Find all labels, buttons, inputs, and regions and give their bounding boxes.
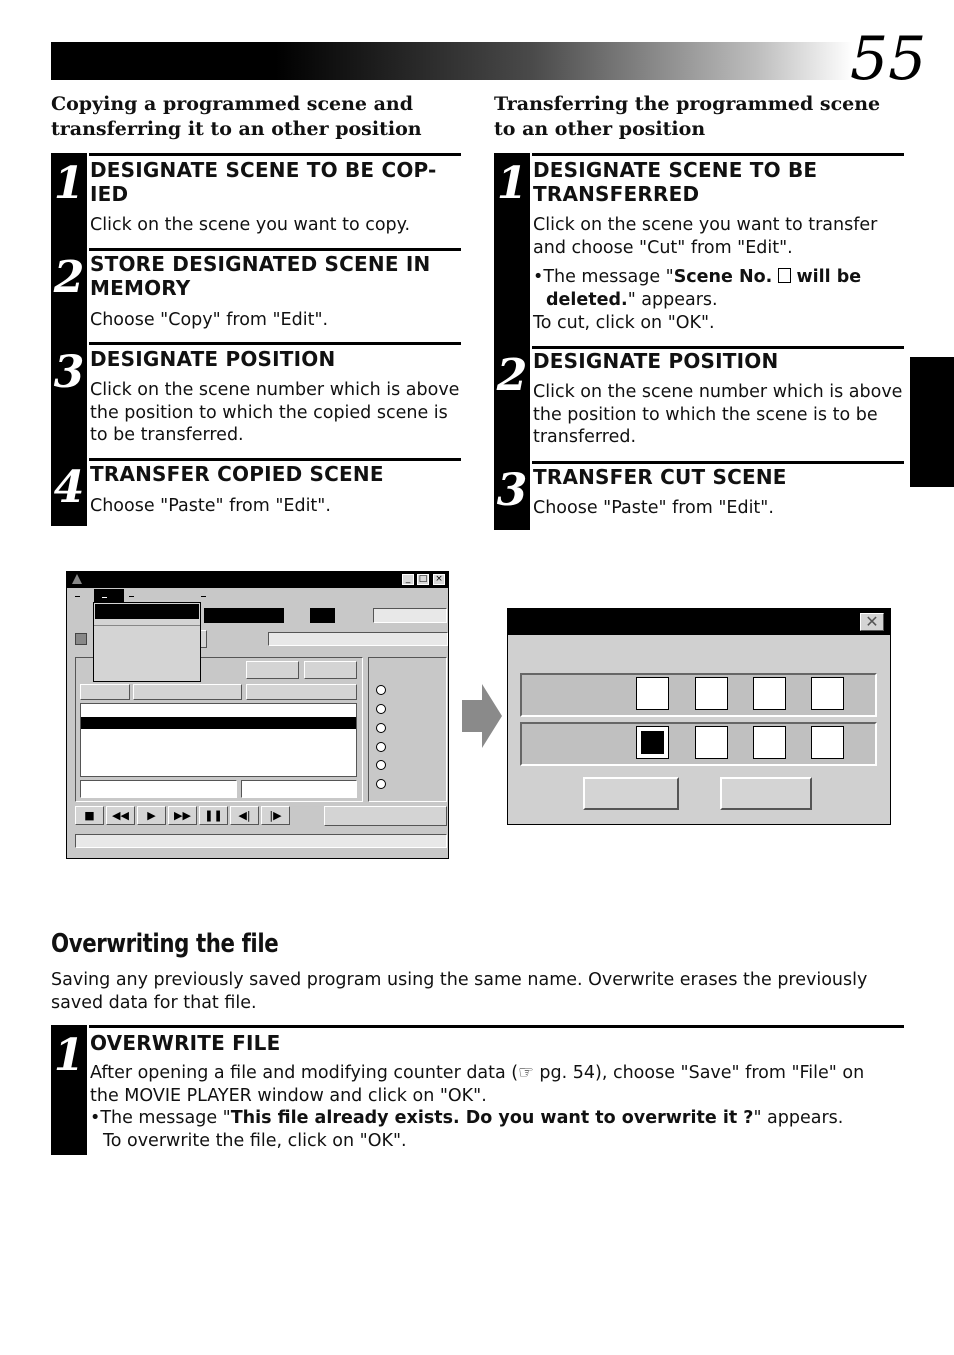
progress-track[interactable] [75, 834, 447, 848]
message-bold: This file already exists. Do you want to overwrite it ? [230, 1108, 754, 1128]
step-rule [89, 1025, 904, 1028]
menu-item-edit[interactable] [94, 589, 124, 602]
step-rule [89, 342, 461, 345]
menu-separator [94, 625, 200, 626]
minimize-icon[interactable]: _ [402, 574, 414, 585]
column-header[interactable] [80, 684, 130, 700]
selected-scene-row[interactable] [81, 717, 356, 729]
edit-dropdown-menu [93, 602, 201, 682]
wide-button[interactable] [324, 806, 447, 826]
scene-box[interactable] [636, 677, 669, 710]
body-text: pg. 54), choose "Save" from "File" on the MOVIE PLAYER window and click on "OK". [90, 1063, 865, 1106]
scene-box[interactable] [753, 726, 786, 759]
radio-option[interactable] [376, 704, 386, 714]
step-body: Click on the scene number which is above the position to which the copied scene is to be transferred. [90, 380, 460, 445]
side-tab-marker [910, 357, 954, 487]
menu-item-help[interactable] [201, 596, 206, 597]
cancel-button[interactable] [720, 777, 812, 810]
radio-option[interactable] [376, 760, 386, 770]
app-icon [72, 574, 82, 584]
arrow-right-icon [462, 684, 502, 748]
message-bold: will be deleted. [546, 267, 862, 310]
overwrite-intro: Saving any previously saved program using the same name. Overwrite erases the previously saved data for that file. [51, 970, 868, 1013]
step-bullet [90, 1107, 895, 1152]
step-number: 1 [53, 158, 85, 209]
step-number: 4 [53, 462, 85, 513]
bullet-prefix: •The message " [533, 267, 674, 287]
radio-option[interactable] [376, 685, 386, 695]
option-panel [368, 657, 447, 802]
message-bold: Scene No. [673, 267, 773, 287]
left-steps [51, 153, 461, 526]
pointing-hand-icon: ☞ [518, 1063, 534, 1083]
play-button[interactable]: ▶ [137, 806, 166, 825]
scene-number-box [778, 268, 791, 283]
mode-display [310, 608, 335, 623]
transport-controls [75, 806, 295, 826]
step-rule [89, 153, 461, 156]
step-rule [89, 248, 461, 251]
step-title: OVERWRITE FILE [90, 1031, 281, 1055]
info-field [80, 780, 237, 798]
bullet-continuation: To overwrite the file, click on "OK". [103, 1130, 407, 1151]
step-rule [532, 461, 904, 464]
step-body: Choose "Paste" from "Edit". [90, 496, 331, 516]
step-title: DESIGNATE POSITION [533, 349, 779, 373]
scene-row-panel [520, 722, 877, 766]
step-number: 1 [53, 1030, 85, 1081]
page-number: 55 [850, 24, 927, 94]
scene-box[interactable] [811, 726, 844, 759]
scene-row-panel [520, 673, 877, 717]
fast-forward-button[interactable]: ▶▶ [168, 806, 197, 825]
header-gradient-bar [51, 42, 853, 80]
body-text: After opening a file and modifying counter data ( [90, 1063, 519, 1083]
step-number: 3 [496, 465, 528, 516]
step-title: DESIGNATE SCENE TO BE COP-IED [90, 158, 437, 206]
step-title: STORE DESIGNATED SCENE IN MEMORY [90, 252, 431, 300]
right-steps [494, 153, 904, 530]
menu-option-highlighted[interactable] [95, 604, 199, 619]
scene-box-selected[interactable] [636, 726, 669, 759]
step-number: 2 [53, 252, 85, 303]
rewind-button[interactable]: ◀◀ [106, 806, 135, 825]
column-header[interactable] [133, 684, 242, 700]
info-field [241, 780, 357, 798]
maximize-icon[interactable]: □ [418, 574, 428, 584]
scene-box[interactable] [753, 677, 786, 710]
frame-back-button[interactable]: ◀| [230, 806, 259, 825]
movie-player-window [66, 571, 449, 859]
confirm-dialog [507, 608, 891, 825]
close-icon[interactable]: ✕ [860, 613, 884, 631]
bullet-prefix: •The message " [90, 1108, 231, 1128]
step-title: DESIGNATE SCENE TO BE TRANSFERRED [533, 158, 818, 206]
right-section-title: Transferring the programmed scene to an other position [494, 93, 881, 140]
step-body: Click on the scene you want to transfer and choose "Cut" from "Edit". [533, 215, 878, 258]
step-title: DESIGNATE POSITION [90, 347, 336, 371]
menu-item-file[interactable] [75, 596, 80, 597]
scene-box[interactable] [695, 726, 728, 759]
step-body [90, 1062, 895, 1107]
step-body: Click on the scene you want to copy. [90, 215, 411, 235]
bullet-suffix: " appears. [753, 1108, 844, 1128]
pause-button[interactable]: ❚❚ [199, 806, 228, 825]
step-title: TRANSFER CUT SCENE [533, 465, 787, 489]
counter-display [204, 608, 284, 623]
step-rule [532, 153, 904, 156]
column-header[interactable] [246, 684, 357, 700]
step-body: Choose "Copy" from "Edit". [90, 310, 329, 330]
menu-item-view[interactable] [129, 596, 134, 597]
frame-forward-button[interactable]: |▶ [261, 806, 290, 825]
indicator-icon [75, 633, 87, 645]
radio-option[interactable] [376, 779, 386, 789]
overwrite-step [51, 1025, 904, 1155]
stop-button[interactable]: ■ [75, 806, 104, 825]
time-field[interactable] [373, 608, 447, 623]
overwrite-section-title: Overwriting the file [51, 929, 279, 959]
scene-box[interactable] [695, 677, 728, 710]
dialog-titlebar [508, 609, 890, 635]
menu-bar [67, 588, 448, 602]
radio-option[interactable] [376, 723, 386, 733]
ok-button[interactable] [583, 777, 679, 810]
panel-button[interactable] [304, 661, 357, 679]
scene-box[interactable] [811, 677, 844, 710]
step-bullet [533, 266, 903, 311]
panel-button[interactable] [246, 661, 299, 679]
step-body: To cut, click on "OK". [533, 313, 715, 333]
status-field [268, 632, 448, 646]
step-rule [89, 458, 461, 461]
close-icon[interactable]: × [433, 574, 445, 585]
window-titlebar [67, 572, 448, 588]
step-body: Choose "Paste" from "Edit". [533, 498, 774, 518]
radio-option[interactable] [376, 742, 386, 752]
scene-list[interactable] [80, 703, 357, 777]
step-number: 3 [53, 347, 85, 398]
step-number: 1 [496, 158, 528, 209]
left-section-title: Copying a programmed scene and transferring it to an other position [51, 93, 422, 140]
bullet-suffix: " appears. [627, 289, 718, 310]
step-title: TRANSFER COPIED SCENE [90, 462, 384, 486]
step-number: 2 [496, 350, 528, 401]
step-body: Click on the scene number which is above the position to which the scene is to be transferred. [533, 382, 903, 447]
